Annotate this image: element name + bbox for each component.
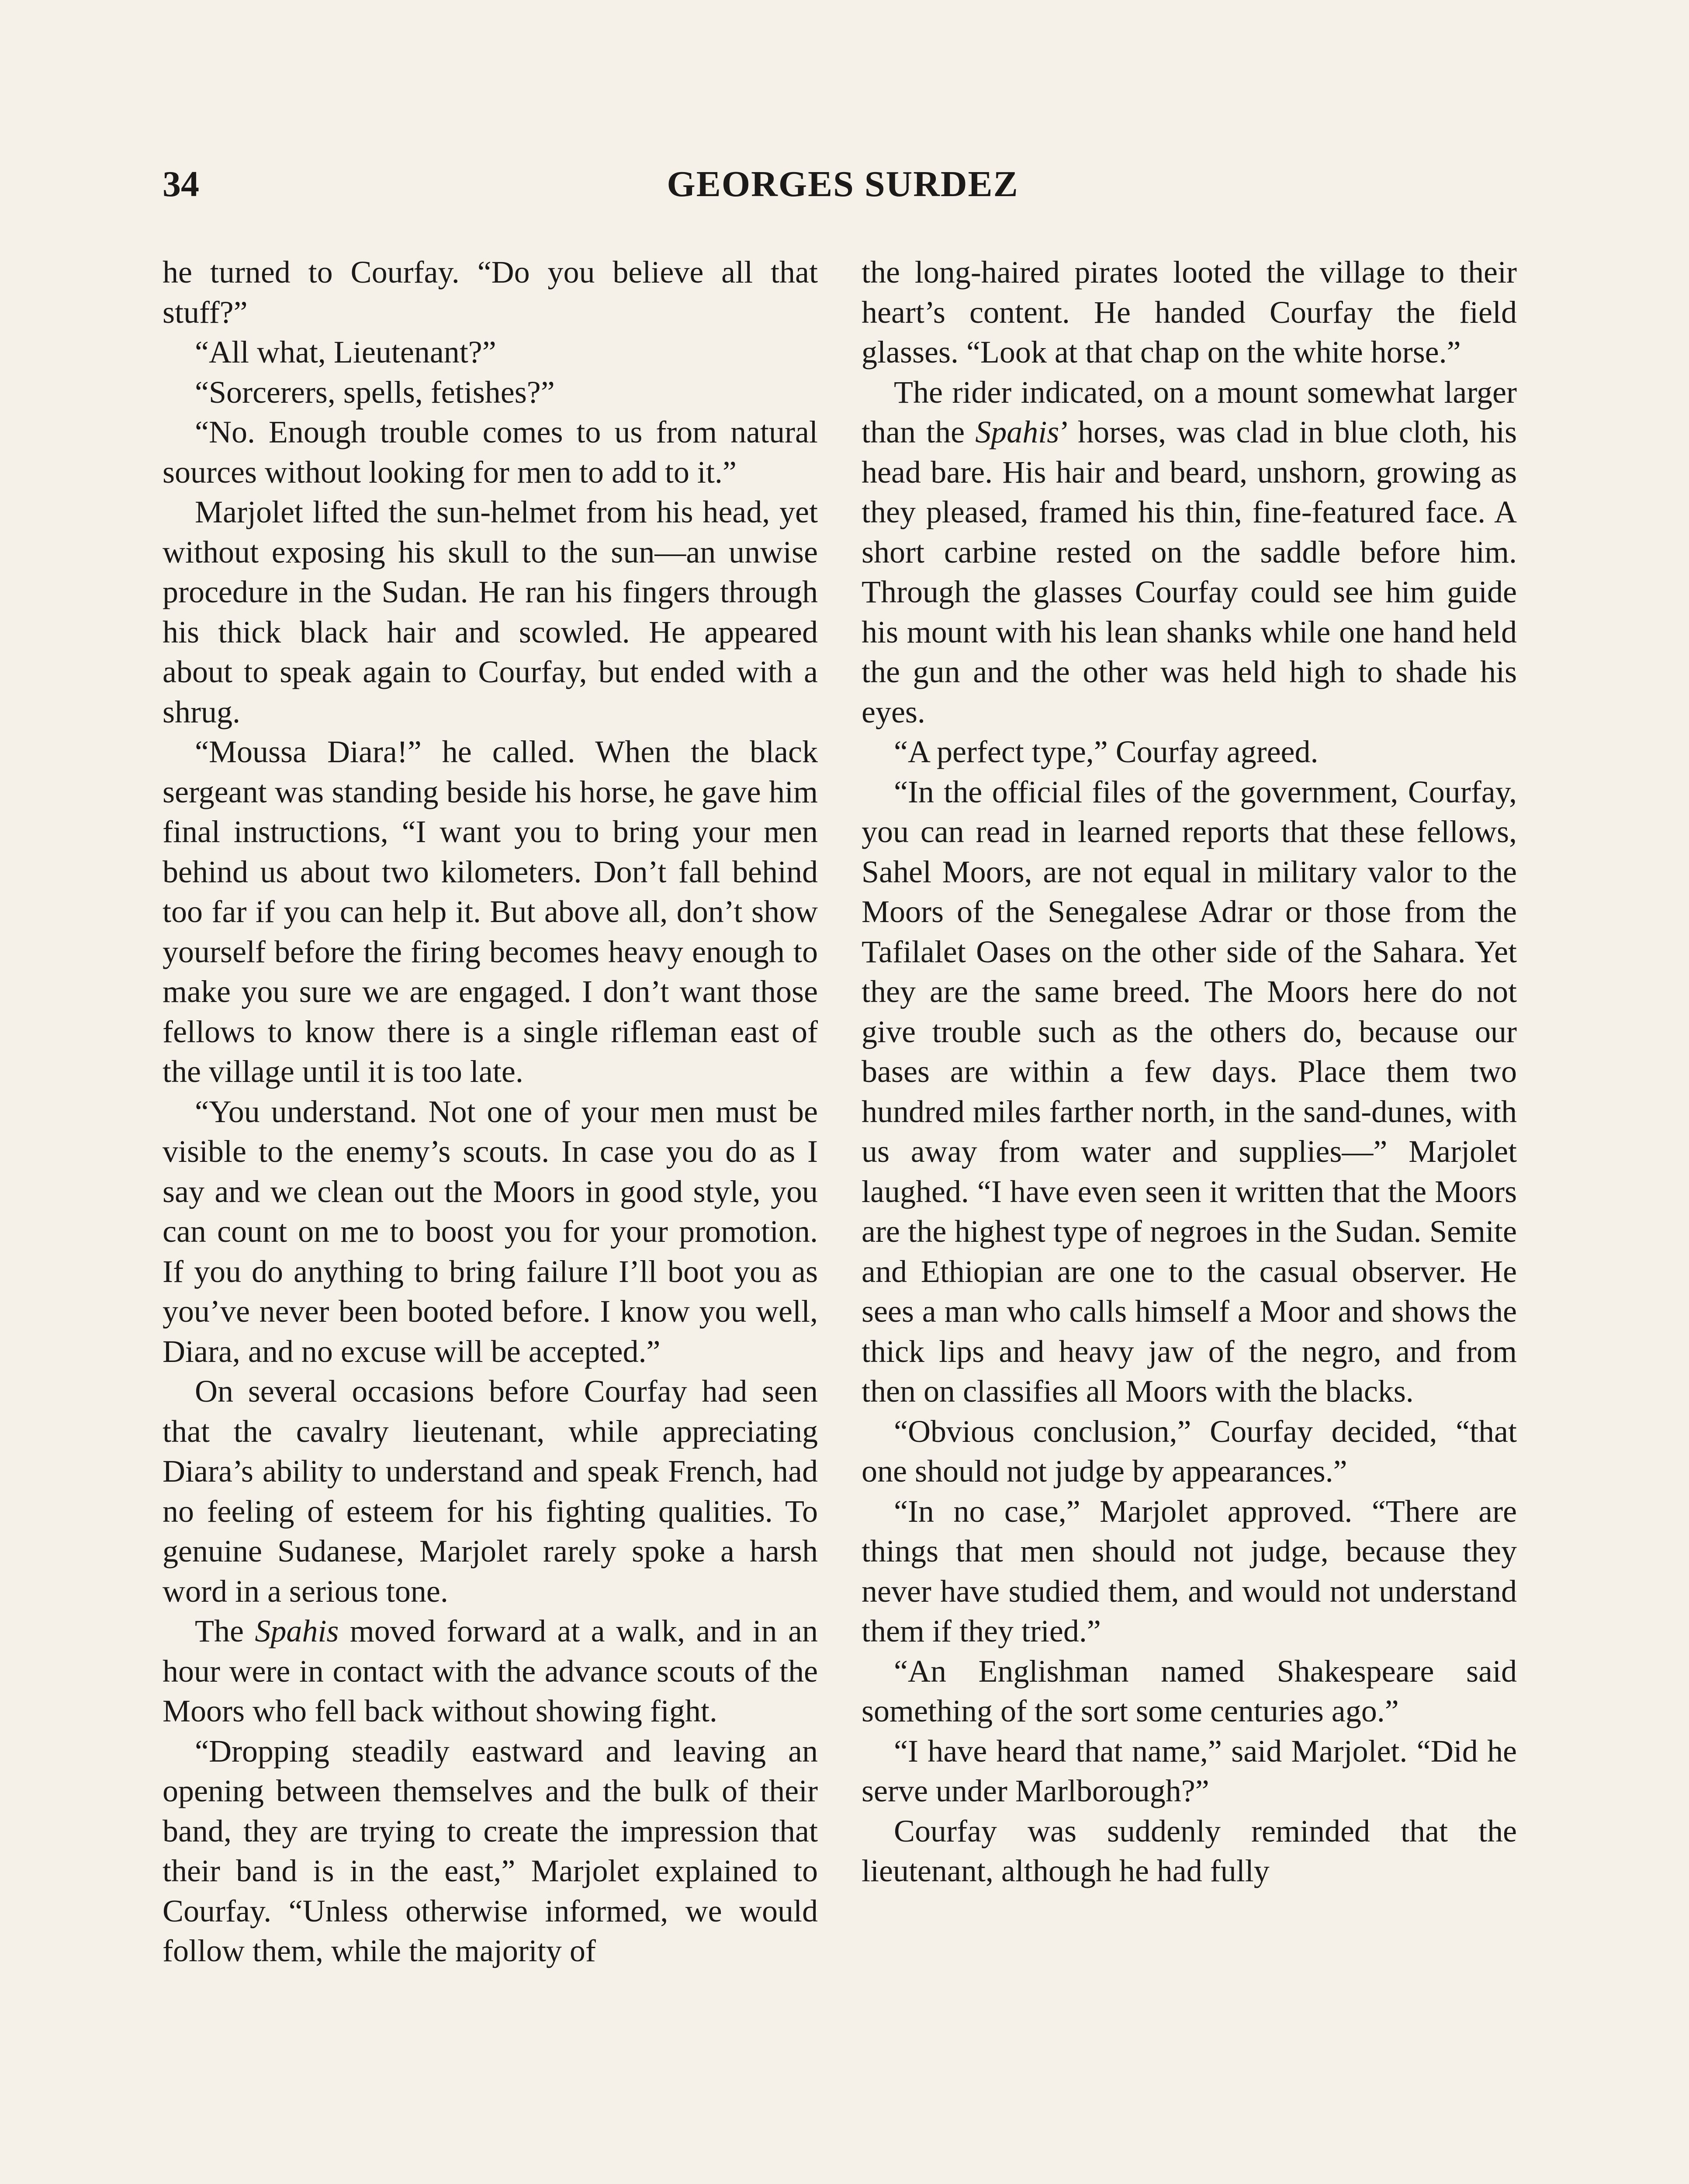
paragraph: On several occasions before Courfay had seen that the cavalry lieutenant, while appreciating Diara’s ability to understand and speak French, had no feeling of esteem for his fighting qualities. To genuine Sudanese, Marjolet rarely spoke a harsh word in a serious tone.: [163, 1374, 818, 1609]
paragraph: the long-haired pirates looted the village to their heart’s content. He handed Courfay the field glasses. “Look at that chap on the white horse.”: [862, 255, 1517, 370]
paragraph: “Obvious conclusion,” Courfay decided, “that one should not judge by appearances.”: [862, 1413, 1517, 1489]
paragraph: “Dropping steadily eastward and leaving an opening between themselves and the bulk of their band, they are trying to create the impression that their band is in the east,” Marjolet explained to Courfay. “Unless otherwise informed, we would follow them, while the majority of: [163, 1733, 818, 1968]
paragraph: “Moussa Diara!” he called. When the black sergeant was standing beside his horse, he gave him final instructions, “I want you to bring your men behind us about two kilometers. Don’t fall behind too far if you can help it. But above all, don’t show yourself before the firing becomes heavy enough to make you sure we are engaged. I don’t want those fellows to know there is a single rifleman east of the village until it is too late.: [163, 734, 818, 1089]
left-column: [163, 252, 818, 1971]
running-head: GEORGES SURDEZ: [667, 164, 1019, 204]
paragraph: Courfay was suddenly reminded that the lieutenant, although he had fully: [862, 1813, 1517, 1888]
paragraph: “No. Enough trouble comes to us from natural sources without looking for men to add to it.”: [163, 415, 818, 490]
paragraph: “You understand. Not one of your men must be visible to the enemy’s scouts. In case you do as I say and we clean out the Moors in good style, you can count on me to boost you for your promotion. If you do anything to bring failure I’ll boot you as you’ve never been booted before. I know you well, Diara, and no excuse will be accepted.”: [163, 1094, 818, 1369]
paragraph: The Spahis moved forward at a walk, and in an hour were in contact with the advance scouts of the Moors who fell back without showing fight.: [163, 1614, 818, 1728]
paragraph: “In the official files of the government, Courfay, you can read in learned reports that these fellows, Sahel Moors, are not equal in military valor to the Moors of the Senegalese Adrar or those from the Tafilalet Oases on the other side of the Sahara. Yet they are the same breed. The Moors here do not give trouble such as the others do, because our bases are within a few days. Place them two hundred miles farther north, in the sand-dunes, with us away from water and supplies—” Marjolet laughed. “I have even seen it written that the Moors are the highest type of negroes in the Sudan. Semite and Ethiopian are one to the casual observer. He sees a man who calls himself a Moor and shows the thick lips and heavy jaw of the negro, and from then on classifies all Moors with the blacks.: [862, 774, 1517, 1409]
paragraph: Marjolet lifted the sun-helmet from his head, yet without exposing his skull to the sun—an unwise procedure in the Sudan. He ran his fingers through his thick black hair and scowled. He appeared about to speak again to Courfay, but ended with a shrug.: [163, 494, 818, 729]
right-column: [862, 252, 1517, 1891]
page-number: 34: [163, 164, 199, 204]
paragraph: “I have heard that name,” said Marjolet. “Did he serve under Marlborough?”: [862, 1733, 1517, 1808]
paragraph: “An Englishman named Shakespeare said something of the sort some centuries ago.”: [862, 1653, 1517, 1728]
paragraph: “All what, Lieutenant?”: [195, 335, 496, 370]
page-header: [163, 162, 1523, 215]
paragraph: he turned to Courfay. “Do you believe all that stuff?”: [163, 255, 818, 330]
paragraph: “A perfect type,” Courfay agreed.: [894, 734, 1319, 769]
paragraph: “Sorcerers, spells, fetishes?”: [195, 374, 555, 410]
paragraph: “In no case,” Marjolet approved. “There are things that men should not judge, because they never have studied them, and would not understand them if they tried.”: [862, 1493, 1517, 1648]
paragraph: The rider indicated, on a mount somewhat larger than the Spahis’ horses, was clad in blue cloth, his head bare. His hair and beard, unshorn, growing as they pleased, framed his thin, fine-featured face. A short carbine rested on the saddle before him. Through the glasses Courfay could see him guide his mount with his lean shanks while one hand held the gun and the other was held high to shade his eyes.: [862, 374, 1517, 729]
